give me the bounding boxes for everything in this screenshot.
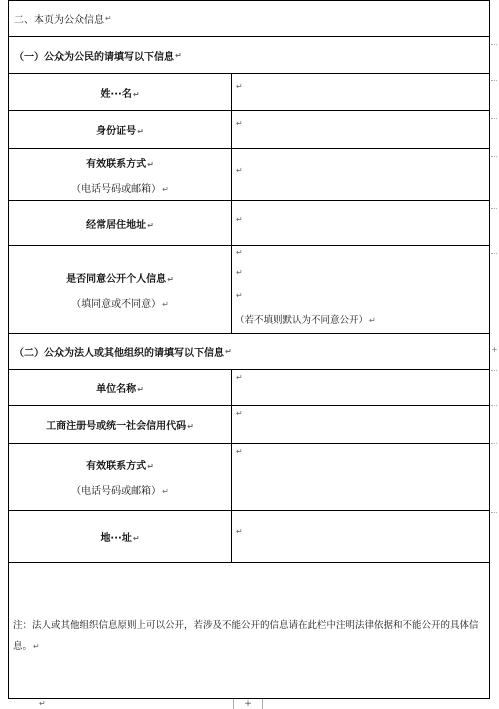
name-label: 姓···名	[100, 88, 132, 100]
table-column-insert-handle[interactable]: +	[233, 699, 263, 709]
paragraph-mark: ↵	[167, 274, 174, 284]
address-field[interactable]	[232, 201, 489, 245]
paragraph-mark: ↵	[162, 184, 169, 194]
section-title: 二、本页为公众信息	[14, 15, 104, 26]
row-marker	[491, 512, 497, 513]
row-marker	[491, 208, 497, 209]
id-number-label: 身份证号	[96, 126, 137, 137]
registration-code-field[interactable]	[232, 406, 489, 443]
part1-heading-row	[9, 36, 489, 73]
paragraph-mark: ↵	[236, 215, 243, 224]
paragraph-mark: ↵	[236, 447, 243, 456]
row-marker	[491, 443, 497, 444]
org-name-field[interactable]	[232, 370, 489, 405]
paragraph-mark: ↵	[236, 291, 243, 300]
paragraph-mark: ↵	[137, 385, 144, 394]
id-number-field[interactable]	[232, 111, 489, 148]
row-marker	[491, 156, 497, 157]
consent-hint: （若不填则默认为不同意公开）	[235, 315, 369, 326]
paragraph-mark: ↵	[147, 462, 154, 471]
paragraph-mark: ↵	[175, 50, 182, 60]
org-name-label: 单位名称	[96, 384, 137, 395]
consent-field[interactable]	[232, 246, 489, 333]
form-document	[8, 0, 490, 699]
paragraph-mark: ↵	[369, 316, 376, 325]
contact-sub-label: （电话号码或邮箱）	[71, 183, 162, 195]
org-contact-label: 有效联系方式	[86, 461, 147, 472]
paragraph-mark: ↵	[187, 422, 194, 431]
part1-heading: （一）公众为公民的请填写以下信息	[14, 51, 174, 63]
address-label: 经常居住地址	[86, 219, 147, 231]
org-address-row	[9, 510, 489, 562]
section-title-row	[9, 0, 489, 36]
paragraph-mark: ↵	[33, 641, 40, 651]
part2-heading-row	[9, 333, 489, 369]
paragraph-mark: ↵	[162, 299, 169, 309]
paragraph-mark: ↵	[236, 248, 243, 257]
paragraph-mark: ↵	[137, 127, 144, 136]
address-row	[9, 200, 489, 245]
contact-field[interactable]	[232, 149, 489, 200]
paragraph-mark: ↵	[236, 409, 243, 418]
row-marker	[491, 44, 497, 45]
contact-label: 有效联系方式	[86, 158, 147, 170]
paragraph-mark: ↵	[132, 534, 140, 543]
paragraph-mark: ↵	[105, 14, 112, 23]
row-marker	[491, 253, 497, 254]
paragraph-mark: ↵	[147, 220, 154, 230]
paragraph-mark: ↵	[236, 82, 243, 91]
paragraph-mark: ↵	[225, 347, 232, 356]
org-address-label: 地···址	[100, 533, 132, 544]
row-marker	[491, 118, 497, 119]
org-contact-field[interactable]	[232, 444, 489, 510]
org-name-row	[9, 369, 489, 405]
contact-row	[9, 148, 489, 200]
paragraph-mark: ↵	[236, 166, 243, 175]
registration-code-row	[9, 405, 489, 443]
paragraph-mark: ↵	[147, 159, 154, 169]
row-marker	[491, 80, 497, 81]
paragraph-mark: ↵	[236, 119, 243, 128]
table-row-insert-handle[interactable]: +	[491, 345, 498, 354]
org-address-field[interactable]	[232, 511, 489, 562]
consent-row	[9, 245, 489, 333]
org-contact-sub-label: （电话号码或邮箱）	[71, 486, 162, 497]
name-field[interactable]	[232, 74, 489, 110]
row-marker	[491, 405, 497, 406]
consent-label: 是否同意公开个人信息	[66, 273, 167, 285]
paragraph-mark: ↵	[162, 487, 169, 496]
consent-sub-label: （填同意或不同意）	[71, 298, 162, 310]
paragraph-mark: ↵	[132, 89, 140, 99]
id-number-row	[9, 110, 489, 148]
note-row	[9, 562, 489, 699]
paragraph-mark: ↵	[236, 373, 243, 382]
paragraph-mark: ↵	[236, 268, 243, 277]
part2-heading: （二）公众为法人或其他组织的请填写以下信息	[14, 348, 224, 359]
registration-code-label: 工商注册号或统一社会信用代码	[46, 421, 187, 432]
note-text: 注：法人或其他组织信息原则上可以公开，若涉及不能公开的信息请在此栏中注明法律依据和不能公开的具体信息。	[13, 619, 479, 652]
org-contact-row	[9, 443, 489, 510]
paragraph-mark: ↵	[39, 699, 46, 708]
row-marker	[491, 370, 497, 371]
paragraph-mark: ↵	[236, 527, 243, 536]
name-row	[9, 73, 489, 110]
